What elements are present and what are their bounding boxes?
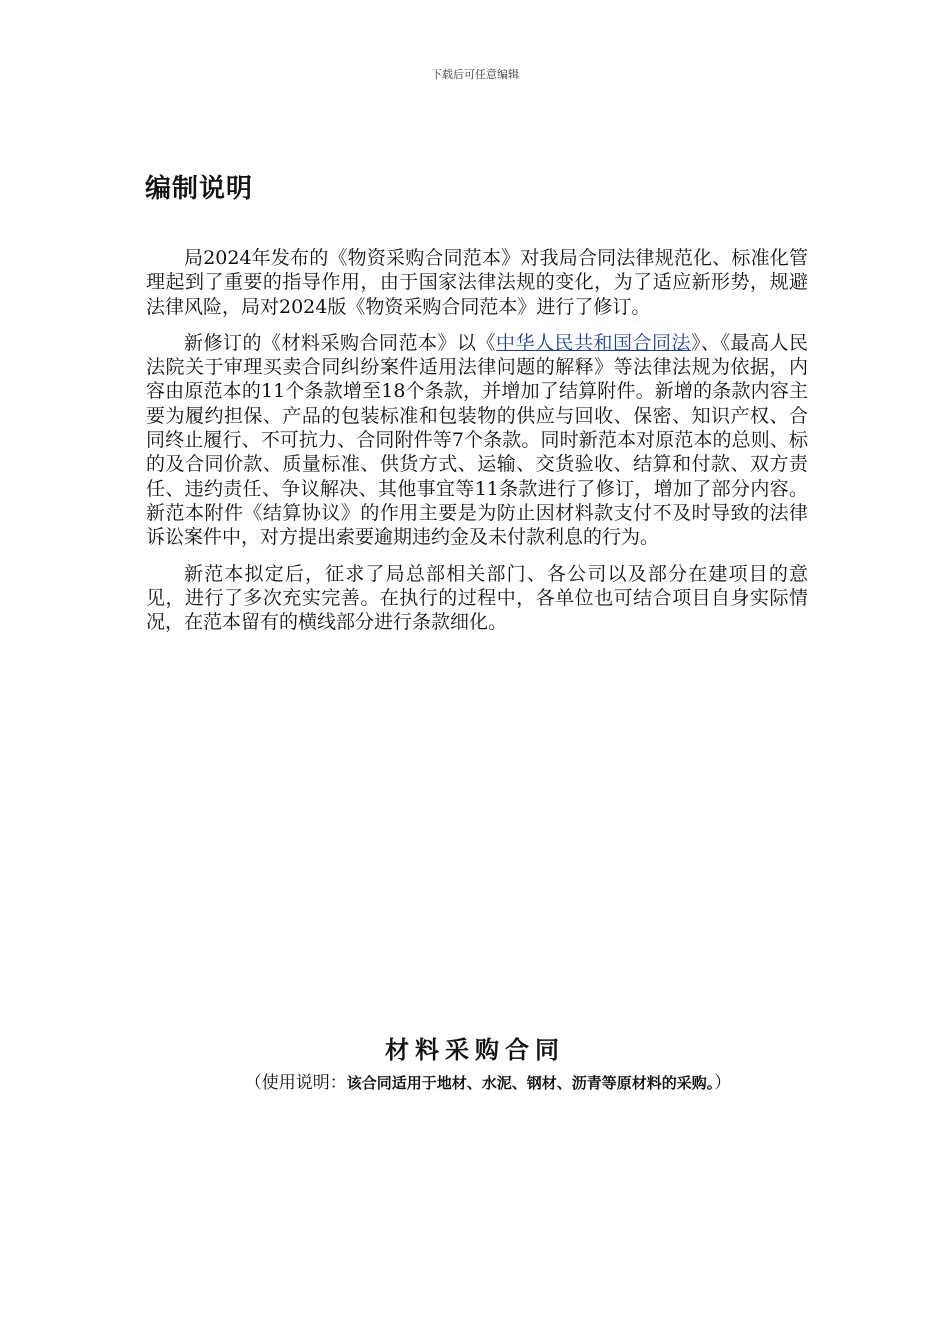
paragraph-2-text-end: 》、《最高人民法院关于审理买卖合同纠纷案件适用法律问题的解释》等法律法规为依据，内容由原范本的11个条款增至18个条款，并增加了结算附件。新增的条款内容主要为履约担保、产品的包装标准和包装物的供应与回收、保密、知识产权、合同终止履行、不可抗力、合同附件等7个条款。同时新范本对原范本的总则、标的及合同价款、质量标准、供货方式、运输、交货验收、结算和付款、双方责任、违约责任、争议解决、其他事宜等11条款进行了修订，增加了部分内容。新范本附件《结算协议》的作用主要是为防止因材料款支付不及时导致的法律诉讼案件中，对方提出索要逾期违约金及未付款利息的行为。 [146,331,808,549]
paragraph-2-text-start: 新修订的《材料采购合同范本》以《 [184,331,496,354]
usage-note-prefix: （使用说明： [244,1073,347,1093]
usage-note-detail: 该合同适用于地材、水泥、钢材、沥青等原材料的采购。 [346,1074,715,1092]
contract-law-link[interactable]: 中华人民共和国合同法 [495,331,691,354]
document-body [146,246,808,646]
paragraph-1: 局2024年发布的《物资采购合同范本》对我局合同法律规范化、标准化管理起到了重要的指导作用，由于国家法律法规的变化，为了适应新形势，规避法律风险，局对2024版《物资采购合同范本》进行了修订。 [146,247,808,318]
section-title: 编制说明 [145,174,254,204]
paragraph-2 [146,331,808,550]
usage-note-suffix: ） [714,1073,732,1093]
contract-title: 材料采购合同 [385,1035,565,1064]
usage-note [168,1070,808,1096]
page-header: 下载后可任意编辑 [431,68,519,81]
paragraph-3: 新范本拟定后，征求了局总部相关部门、各公司以及部分在建项目的意见，进行了多次充实完善。在执行的过程中，各单位也可结合项目自身实际情况，在范本留有的横线部分进行条款细化。 [146,562,808,634]
